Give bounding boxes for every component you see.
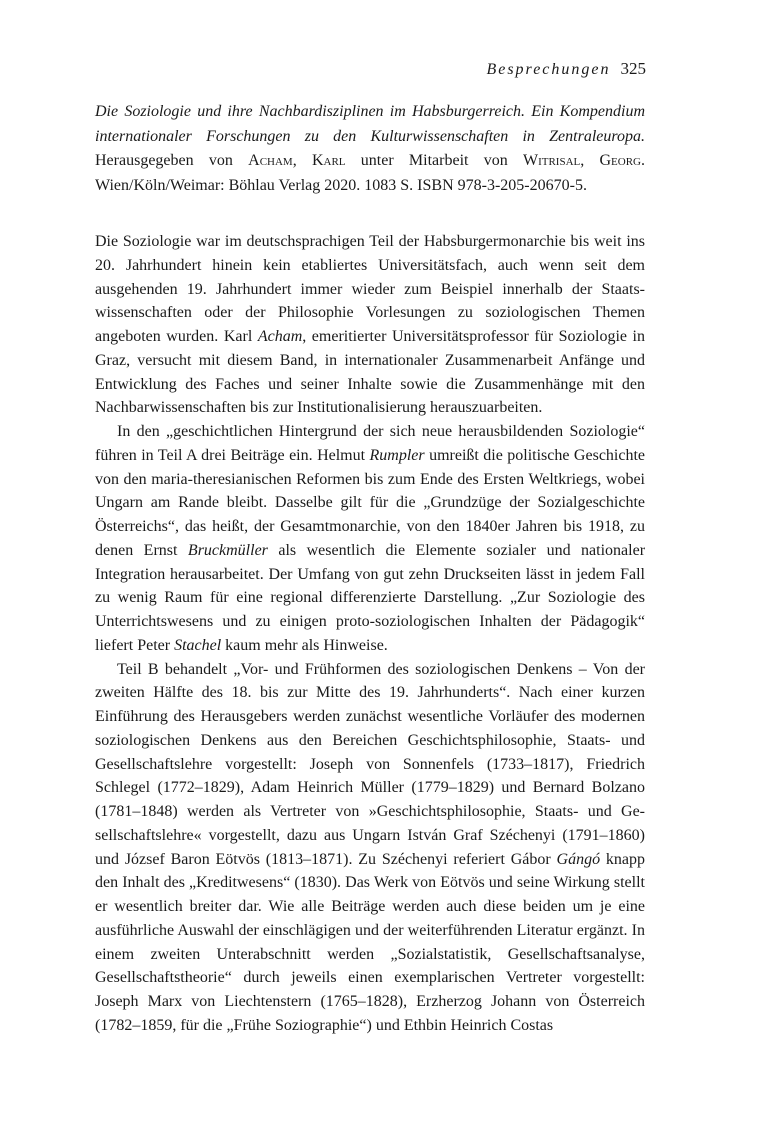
author-name: Acham xyxy=(257,328,303,345)
collaborator-name: Witrisal, Georg xyxy=(522,152,642,170)
text-run: kaum mehr als Hinweise. xyxy=(225,636,388,654)
editor-name: Acham, Karl xyxy=(248,152,346,170)
publication-details: Wien/Köln/Weimar: Böhlau Verlag 2020. 1083 S. ISBN 978-3-205-20670-5. xyxy=(95,176,587,194)
author-name: Rumpler xyxy=(369,446,425,464)
text-run: In den „geschichtlichen Hintergrund der sich neue herausbildenden Soziologie“ führen in Teil A drei Beiträge ein. Helmut xyxy=(95,423,645,464)
bibliographic-entry: Die Soziologie und ihre Nachbardisziplinen im Habsburgerreich. Ein Kompendium internationaler Forschungen zu den Kulturwissenschaften in Zentraleuropa. Herausgegeben von Acham, Karl unter Mitarbeit von Witrisal, Georg. Wien/Köln/Weimar: Böhlau Verlag 2020. 1083 S. ISBN 978-3-205-20670-5. xyxy=(95,103,646,194)
paragraph xyxy=(95,420,645,658)
author-name: Gángó xyxy=(556,850,601,868)
editor-prefix: Herausgegeben von xyxy=(95,152,233,170)
text-run: umreißt die politische Geschichte von den maria-theresianischen Reformen bis zum Ende des Ersten Weltkriegs, wobei Ungarn am Rande bleibt. Dasselbe gilt für die „Grundzüge der Sozialgeschichte Österreichs“, das heißt, der Gesamtmonarchie, von den 1840er Jahren bis 1918, zu denen Ernst xyxy=(95,446,646,559)
text-run: als wesentlich die Elemente sozialer und nationaler Integration herausarbeitet. Der Umfang von gut zehn Druckseiten lässt in jedem Fall zu wenig Raum für eine regional differenzierte Darstellung. „Zur Soziologie des Unterrichtswesens und zu einigen proto-soziologischen Inhalten der Pädagogik“ liefert Peter xyxy=(95,541,646,654)
book-title: Die Soziologie und ihre Nachbardisziplinen im Habsburgerreich. Ein Kompendium internationaler Forschungen zu den Kulturwissenschaften in Zentraleuropa. xyxy=(95,103,645,145)
paragraph xyxy=(95,230,645,420)
author-name: Stachel xyxy=(174,636,222,654)
text-run: knapp den Inhalt des „Kreditwesens“ (1830). Das Werk von Eötvös und seine Wirkung stellt er wesentlich breiter dar. Wie alle Beiträge werden auch diese beiden um je eine ausführliche Auswahl der einschlägigen und der weiterführenden Literatur ergänzt. In einem zweiten Unterabschnitt werden „Sozialstatistik, Gesellschaftsanalyse, Gesellschaftstheorie“ durch jeweils einen exemplarischen Vertreter vorgestellt: Joseph Marx von Liechtenstern (1765–1828), Erzherzog Johann von Österreich (1782–1859, für die „Frühe Soziographie“) und Ethbin Heinrich Costas xyxy=(95,850,645,1034)
collab-prefix: unter Mitarbeit von xyxy=(360,152,508,170)
page-number: 325 xyxy=(620,59,646,78)
running-head-section: Besprechungen xyxy=(486,61,611,78)
text-run: Die Soziologie war im deutschsprachigen Teil der Habsburgermonarchie bis weit ins 20. Jahrhundert hinein kein etabliertes Universitätsfach, auch wenn seit dem ausgehenden 19. Jahrhundert immer wieder zum Beispiel innerhalb der Staatswissenschaften oder der Philosophie Vorlesungen zu soziologischen Themen angeboten wurden. Karl xyxy=(95,233,645,345)
running-head xyxy=(486,58,646,81)
text-run: , emeritierter Universitätsprofessor für Soziologie in Graz, versucht mit diesem Band, in internationaler Zusammenarbeit Anfänge und Entwicklung des Faches und seiner Inhalte sowie die Zusammenhänge mit den Nachbarwissenschaften bis zur Institutionalisierung herauszuarbeiten. xyxy=(95,328,645,417)
review-body xyxy=(95,230,645,1038)
author-name: Bruckmüller xyxy=(187,541,268,559)
paragraph xyxy=(95,658,645,1038)
text-run: Teil B behandelt „Vor- und Frühformen des soziologischen Denkens – Von der zweiten Hälfte des 18. bis zur Mitte des 19. Jahrhunderts“. Nach einer kurzen Einführung des Herausgebers werden zunächst wesentliche Vorläufer des modernen soziologischen Denkens aus den Bereichen Geschichtsphilosophie, Staats- und Gesellschaftslehre vorgestellt: Joseph von Sonnenfels (1733–1817), Friedrich Schlegel (1772–1829), Adam Heinrich Müller (1779–1829) und Bernard Bolzano (1781–1848) werden als Vertreter von »Geschichtsphilosophie, Staats- und Gesellschaftslehre« vorgestellt, dazu aus Ungarn István Graf Széchenyi (1791–1860) und József Baron Eötvös (1813–1871). Zu Széchenyi referiert Gábor xyxy=(95,660,645,868)
